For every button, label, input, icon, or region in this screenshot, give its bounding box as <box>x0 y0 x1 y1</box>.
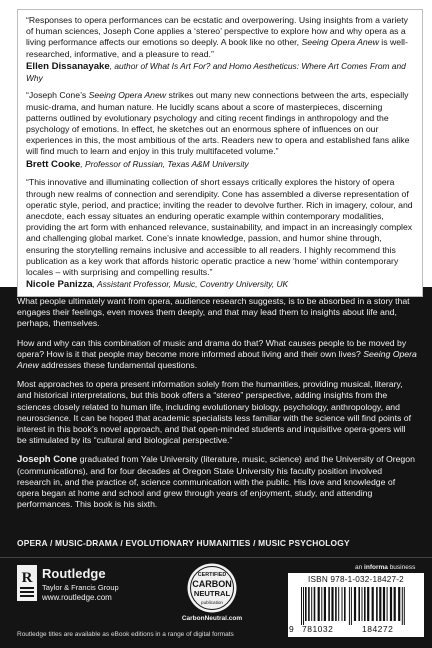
barcode-bar <box>394 587 396 621</box>
reviewer-3 <box>26 279 414 291</box>
informa-note <box>355 564 415 571</box>
reviewer-name-3: Nicole Panizza <box>26 279 93 291</box>
author-bio-text: graduated from Yale University (literature, music, science) and the University of Oregon (communications), and for four decades at Oregon State University his faculty position involved research in, and the practice of, science communication with the public. His love and knowledge of opera began at home and school and grew through years of enjoyment, study, and attending performances. This book is his sixth. <box>17 454 415 510</box>
barcode-bar <box>305 587 307 621</box>
barcode-bar <box>335 587 337 621</box>
reviewer-affiliation-1: , author of What Is Art For? and Homo Aestheticus: Where Art Comes From and Why <box>26 60 406 83</box>
barcode-bar <box>372 587 374 621</box>
barcode-bar <box>387 587 388 621</box>
isbn-text: ISBN 978-1-032-18427-2 <box>308 575 404 584</box>
informa-prefix: an <box>355 564 365 571</box>
seal-carbon-text: CARBON <box>192 579 232 589</box>
seal-neutral-text: NEUTRAL <box>193 589 231 598</box>
text-segment: is well-researched, informative, and a pleasure to read.” <box>26 37 408 59</box>
barcode-icon <box>292 587 420 625</box>
publisher-group: Taylor & Francis Group <box>42 583 119 592</box>
reviews-panel <box>0 0 432 291</box>
barcode-bar <box>344 587 346 621</box>
barcode-bar <box>311 587 312 621</box>
barcode-guard-bar <box>349 587 350 625</box>
footer-divider <box>0 557 432 558</box>
informa-suffix: business <box>387 564 416 571</box>
barcode-panel <box>288 573 424 637</box>
barcode-bar <box>331 587 333 621</box>
svg-text:R: R <box>21 570 33 586</box>
seal-publication-text: publication <box>201 600 223 605</box>
barcode-bar <box>364 587 366 621</box>
barcode-bar <box>398 587 400 621</box>
barcode-right-digits: 184272 <box>362 624 394 634</box>
review-quote-1 <box>26 15 414 60</box>
barcode-bar <box>383 587 385 621</box>
barcode-bar <box>338 587 339 621</box>
barcode-lead-digit: 9 <box>289 624 295 634</box>
barcode-guard-bar <box>351 587 352 625</box>
description-paragraph-1 <box>17 296 417 330</box>
barcode-bar <box>324 587 326 621</box>
text-segment: Most approaches to opera present information solely from the humanities, providing musical, literary, and historical interpretations, but this book offers a “stereo” perspective, adding insights from the sciences closely related to human life, including evolutionary biology, psychology, anthropology, and neuroscience. It can be hoped that academic specialists less familiar with the science will find points of interest in this book’s novel approach, and that open-minded students and inquisitive opera-goers will be stimulated by its “cultural and biological perspective.” <box>17 379 412 446</box>
barcode-bar <box>314 587 316 621</box>
barcode-bar <box>376 587 378 621</box>
reviewer-2 <box>26 159 414 171</box>
reviewer-name-2: Brett Cooke <box>26 158 81 170</box>
author-name: Joseph Cone <box>17 454 78 466</box>
barcode-guard-bar <box>301 587 302 625</box>
barcode-left-digits: 781032 <box>302 624 334 634</box>
book-description <box>17 296 417 518</box>
barcode-bar <box>318 587 320 621</box>
reviewer-affiliation-2: , Professor of Russian, Texas A&M University <box>80 158 249 169</box>
carbon-neutral-seal-icon <box>186 562 238 614</box>
barcode-bar <box>328 587 330 621</box>
text-segment: “Joseph Cone’s <box>26 90 89 101</box>
review-quote-3 <box>26 177 414 278</box>
italic-title-text: Seeing Opera Anew <box>88 90 167 101</box>
reviewer-1 <box>26 61 414 84</box>
barcode-bar <box>358 587 360 621</box>
text-segment: addresses these fundamental questions. <box>38 360 198 371</box>
publisher-name: Routledge <box>42 566 106 581</box>
italic-title-text: Seeing Opera Anew <box>17 348 417 371</box>
text-segment: How and why can this combination of music and drama do that? What causes people to be moved by opera? How is it that people may become more informed about living and their own lives? <box>17 337 407 359</box>
barcode-bar <box>390 587 392 621</box>
review-quotes-box <box>17 9 423 297</box>
text-segment: strikes out many new connections between the arts, especially music-drama, and human nature. He lucidly scans about a score of masterpieces, discerning patterns outlined by evolutionary psychology and citing recent findings in anthropology and the psychology of emotions. In effect, he sketches out an enormous sphere of influences on our experiences in this, the most ambitious of the arts. Readers new to opera and established fans alike will find much to learn and enjoy in this truly multifaceted volume.” <box>26 90 410 157</box>
seal-certified-text: CERTIFIED <box>197 572 227 578</box>
barcode-bar <box>342 587 343 621</box>
publisher-logo <box>17 565 157 605</box>
description-paragraph-2 <box>17 338 417 372</box>
barcode-bar <box>321 587 322 621</box>
publisher-url: www.routledge.com <box>42 593 112 602</box>
barcode-bar <box>308 587 310 621</box>
ebook-note: Routledge titles are available as eBook editions in a range of digital formats <box>17 631 234 638</box>
subject-categories: OPERA / MUSIC-DRAMA / EVOLUTIONARY HUMANITIES / MUSIC PSYCHOLOGY <box>17 538 350 548</box>
reviewer-name-1: Ellen Dissanayake <box>26 60 110 72</box>
review-quote-2 <box>26 90 414 157</box>
barcode-bar <box>362 587 363 621</box>
routledge-logo-icon <box>17 565 37 601</box>
author-bio <box>17 454 417 510</box>
text-segment: What people ultimately want from opera, audience research suggests, is to be absorbed in a story that engages their feelings, even moves them deeply, and that may lead them to insights about life and, perhaps, themselves. <box>17 296 410 329</box>
text-segment: “Responses to opera performances can be ecstatic and overpowering. Using insights from a variety of human sciences, Joseph Cone applies a ‘stereo’ perspective to explore how and why opera as a living performance affects our emotions so deeply. A book like no other, <box>26 15 408 48</box>
description-paragraph-3 <box>17 379 417 446</box>
barcode-bar <box>354 587 356 621</box>
barcode-bar <box>379 587 381 621</box>
text-segment: “This innovative and illuminating collection of short essays critically explores the history of opera through new realms of connection and serendipity. Cone has assembled a diverse representation of operatic style, period, and practice; inviting the reader to devolve further. Rich in imagery, colour, and anecdote, each essay situates an enduring operatic example within contemporary modalities, providing the art form with enhanced relevance, sustainability, and impact in an increasingly complex and challenging global market. Cone’s innate knowledge, passion, and humor shine through, ensuring the storytelling remains inclusive and accessible to all readers. I highly recommend this publication as a key work that affords historic operatic practice a new ‘home’ within contemporary locales – with surprising and compelling results.” <box>26 177 413 278</box>
barcode-guard-bar <box>402 587 403 625</box>
carbon-neutral-url: CarbonNeutral.com <box>181 615 243 622</box>
italic-title-text: Seeing Opera Anew <box>301 37 379 48</box>
informa-brand: informa <box>364 564 388 571</box>
barcode-bar <box>367 587 369 621</box>
barcode-guard-bar <box>404 587 405 625</box>
reviewer-affiliation-3: , Assistant Professor, Music, Coventry University, UK <box>92 279 289 290</box>
barcode-guard-bar <box>303 587 304 625</box>
